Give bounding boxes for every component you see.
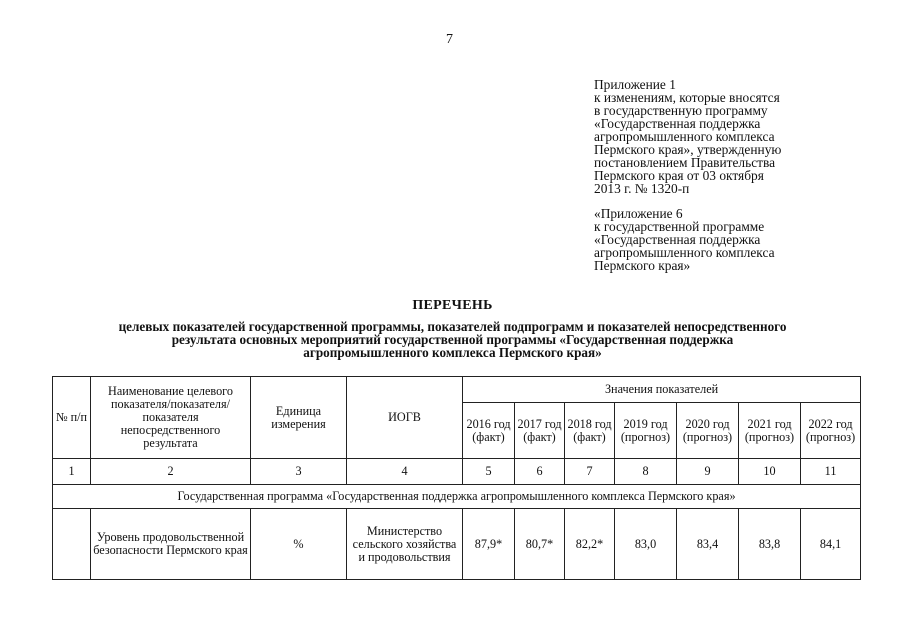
row-iogv: Министерство сельского хозяйства и продовольствия: [347, 509, 463, 580]
row-value-2020: 83,4: [677, 509, 739, 580]
row-value-2021: 83,8: [739, 509, 801, 580]
column-number: 2: [91, 459, 251, 485]
appendix-6-line: к государственной программе: [594, 219, 765, 234]
subtitle-line: агропромышленного комплекса Пермского края»: [303, 345, 602, 360]
appendix-1-line: постановлением Правительства: [594, 155, 776, 170]
header-num: № п/п: [53, 377, 91, 459]
appendix-6-line: агропромышленного комплекса: [594, 245, 775, 260]
header-unit: Единица измерения: [251, 377, 347, 459]
column-number: 9: [677, 459, 739, 485]
column-number: 10: [739, 459, 801, 485]
subtitle-line: результата основных мероприятий государственной программы «Государственная поддержка: [171, 332, 734, 347]
appendix-6-line: «Государственная поддержка: [594, 232, 761, 247]
document-title: ПЕРЕЧЕНЬ: [412, 298, 493, 313]
appendix-6-line: «Приложение 6: [594, 206, 683, 221]
column-number: 6: [515, 459, 565, 485]
page-number: 7: [446, 32, 453, 47]
header-year: 2019 год (прогноз): [615, 403, 677, 459]
appendix-6-line: Пермского края»: [594, 258, 691, 273]
subtitle-line: целевых показателей государственной программы, показателей подпрограмм и показателей непосредственного: [118, 319, 787, 334]
row-value-2017: 80,7*: [515, 509, 565, 580]
header-year: 2022 год (прогноз): [801, 403, 861, 459]
appendix-1-line: Пермского края», утвержденную: [594, 142, 782, 157]
column-number: 3: [251, 459, 347, 485]
column-number: 1: [53, 459, 91, 485]
appendix-1-line: к изменениям, которые вносятся: [594, 90, 780, 105]
appendix-1-line: агропромышленного комплекса: [594, 129, 775, 144]
header-year: 2016 год (факт): [463, 403, 515, 459]
column-number: 4: [347, 459, 463, 485]
header-year: 2018 год (факт): [565, 403, 615, 459]
row-value-2019: 83,0: [615, 509, 677, 580]
appendix-1-line: Пермского края от 03 октября: [594, 168, 764, 183]
row-indicator-name: Уровень продовольственной безопасности Пермского края: [91, 509, 251, 580]
header-year: 2020 год (прогноз): [677, 403, 739, 459]
row-unit: %: [251, 509, 347, 580]
section-title: Государственная программа «Государственная поддержка агропромышленного комплекса Пермского края»: [53, 485, 861, 509]
row-value-2016: 87,9*: [463, 509, 515, 580]
header-iogv: ИОГВ: [347, 377, 463, 459]
column-number: 5: [463, 459, 515, 485]
header-year: 2021 год (прогноз): [739, 403, 801, 459]
column-number: 7: [565, 459, 615, 485]
appendix-6-note: [594, 207, 894, 272]
header-year: 2017 год (факт): [515, 403, 565, 459]
row-num: [53, 509, 91, 580]
indicators-table: [52, 376, 861, 580]
row-value-2018: 82,2*: [565, 509, 615, 580]
column-number-row: [53, 459, 861, 485]
header-values-group: Значения показателей: [463, 377, 861, 403]
section-row: [53, 485, 861, 509]
appendix-1-line: в государственную программу: [594, 103, 768, 118]
appendix-1-note: [594, 78, 894, 195]
appendix-1-line: «Государственная поддержка: [594, 116, 761, 131]
table-row: [53, 509, 861, 580]
column-number: 11: [801, 459, 861, 485]
header-name: Наименование целевого показателя/показателя/ показателя непосредственного результата: [91, 377, 251, 459]
column-number: 8: [615, 459, 677, 485]
document-subtitle: [40, 320, 865, 359]
table-header-row: [53, 377, 861, 403]
appendix-1-line: 2013 г. № 1320-п: [594, 181, 690, 196]
appendix-1-line: Приложение 1: [594, 77, 676, 92]
row-value-2022: 84,1: [801, 509, 861, 580]
